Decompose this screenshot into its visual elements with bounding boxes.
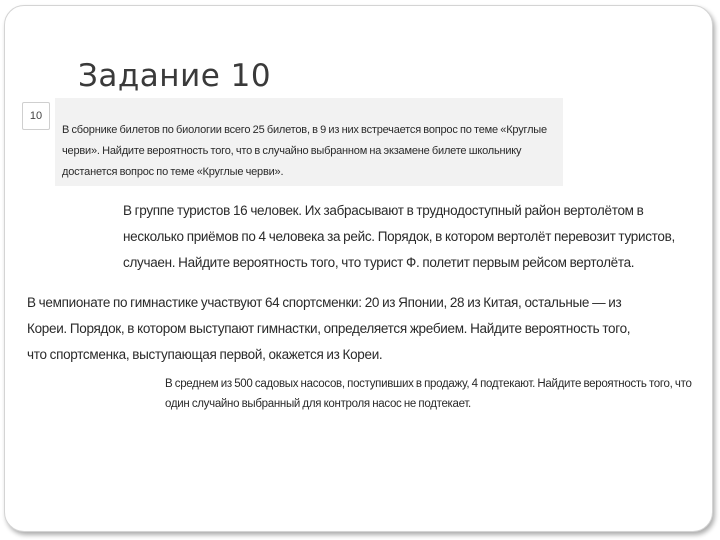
task-4-text: В среднем из 500 садовых насосов, поступивших в продажу, 4 подтекают. Найдите вероятность того, что один случайно выбранный для контроля насос не подтекает. [165,378,692,410]
task-number-badge: 10 [22,102,50,130]
task-1-text: В сборнике билетов по биологии всего 25 билетов, в 9 из них встречается вопрос по теме «Круглые черви». Найдите вероятность того, что в случайно выбранном на экзамене билете школьнику достанется вопрос по теме «Круглые черви». [62,124,547,178]
task-3-text: В чемпионате по гимнастике участвуют 64 спортсменки: 20 из Японии, 28 из Китая, остальные — из Кореи. Порядок, в котором выступают гимнастки, определяется жребием. Найдите вероятность того, что спортсменка, выступающая первой, окажется из Кореи. [27,295,631,362]
slide-title: Задание 10 [78,58,272,94]
task-2-text: В группе туристов 16 человек. Их забрасывают в труднодоступный район вертолётом в несколько приёмов по 4 человека за рейс. Порядок, в котором вертолёт перевозит туристов, случаен. Найдите вероятность того, что турист Ф. полетит первым рейсом вертолёта. [123,203,675,270]
